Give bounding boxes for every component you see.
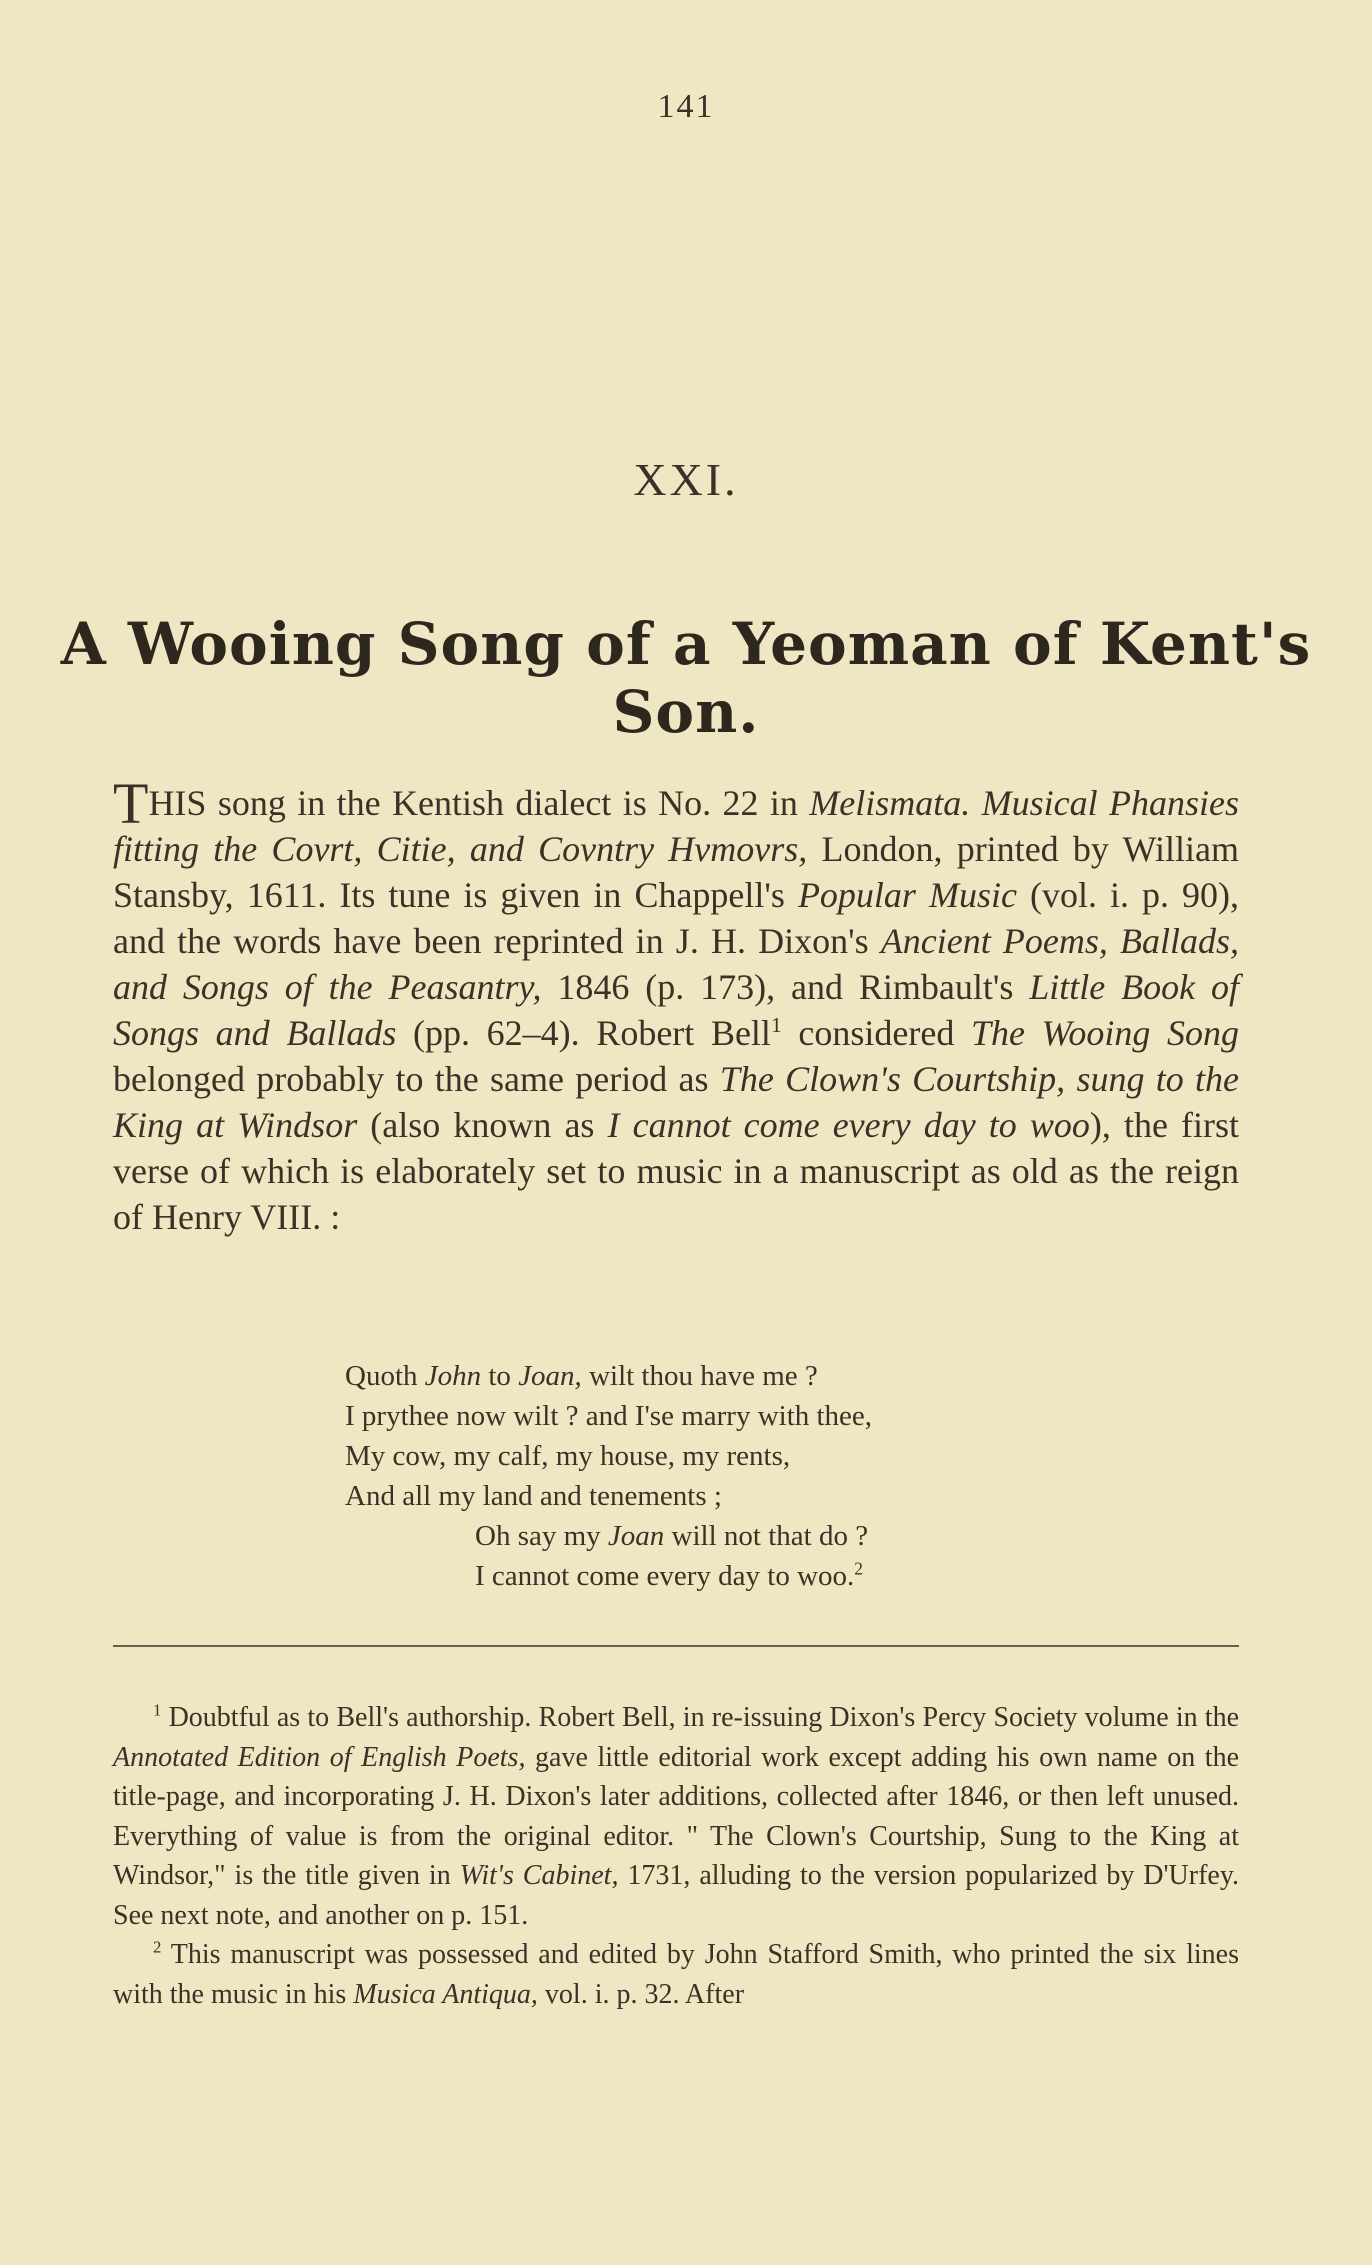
intro-text: HIS song in the Kentish dialect is No. 22 in: [148, 783, 810, 823]
intro-text: (also known as: [357, 1105, 608, 1145]
verse-name: Joan,: [518, 1360, 582, 1392]
verse-name: Joan: [607, 1520, 665, 1552]
intro-text: considered: [781, 1013, 972, 1053]
song-title: I cannot come every day to woo: [607, 1105, 1090, 1145]
footnote-text: Doubtful as to Bell's authorship. Robert Bell, in re-issuing Dixon's Percy Society volume in the: [161, 1702, 1239, 1733]
footnote-mark: 1: [153, 1700, 162, 1720]
verse-text: wilt thou have me ?: [581, 1360, 818, 1392]
verse-line: I prythee now wilt ? and I'se marry with thee,: [345, 1400, 873, 1432]
intro-text: London, printed by William Stansby, 1611. Its tune is given in Chappell's: [113, 829, 1239, 915]
footnote-mark: 2: [153, 1937, 162, 1957]
verse-text: to: [481, 1360, 519, 1392]
verse-text: will not that do ?: [664, 1520, 869, 1552]
verse-text: I cannot come every day to woo.: [475, 1560, 855, 1592]
footnote-2: [113, 1935, 1239, 2014]
verse-line: [345, 1516, 1045, 1556]
intro-text: (pp. 62–4). Robert Bell: [396, 1013, 771, 1053]
song-title: The Wooing Song: [971, 1013, 1240, 1053]
book-title: Wit's Cabinet,: [459, 1860, 619, 1891]
footnote-divider: [113, 1645, 1239, 1647]
footnote-text: 1731, alluding to the version popularized by D'Urfey. See next note, and another on p. 151.: [113, 1860, 1240, 1931]
book-title: Melismata. Musical Phansies fitting the Covrt, Citie, and Covntry Hvmovrs,: [113, 783, 1239, 869]
verse-text: Quoth: [345, 1360, 425, 1392]
book-title: Ancient Poems, Ballads, and Songs of the Peasantry,: [113, 921, 1240, 1007]
book-title: Little Book of Songs and Ballads: [113, 967, 1240, 1053]
book-title: Popular Music: [797, 875, 1017, 915]
verse-block: [345, 1356, 1045, 1596]
footnote-1: [113, 1698, 1239, 1935]
verse-line: [345, 1356, 1045, 1396]
verse-text: Oh say my: [475, 1520, 608, 1552]
intro-text: 1846 (p. 173), and Rimbault's: [541, 967, 1030, 1007]
footnote-ref: 1: [770, 1013, 782, 1037]
verse-line: And all my land and tenements ;: [345, 1480, 722, 1512]
footnote-ref: 2: [854, 1558, 863, 1579]
footnote-text: gave little editorial work except adding his own name on the title-page, and incorporating J. H. Dixon's later additions, collected after 1846, or then left unused. Everything of value is from the original editor. " The Clown's Courtship, Sung to the King at Windsor," is the title given in: [113, 1741, 1240, 1891]
verse-name: John: [424, 1360, 482, 1392]
book-title: Musica Antiqua,: [353, 1978, 538, 2010]
intro-text: (vol. i. p. 90), and the words have been reprinted in J. H. Dixon's: [113, 875, 1239, 961]
chapter-number: XXI.: [633, 454, 739, 505]
verse-line: [345, 1556, 1045, 1596]
footnote-text: vol. i. p. 32. After: [537, 1978, 745, 2010]
intro-text: belonged probably to the same period as: [113, 1059, 720, 1099]
page-number: 141: [657, 88, 715, 125]
footnotes: [113, 1698, 1239, 2014]
chapter-title: A Wooing Song of a Yeoman of Kent's Son.: [60, 610, 1312, 746]
intro-paragraph: [113, 771, 1240, 1240]
song-title: The Clown's Courtship, sung to the King at Windsor: [113, 1059, 1240, 1145]
intro-text: ), the first verse of which is elaborately set to music in a manuscript as old as the reign of Henry VIII. :: [113, 1105, 1240, 1237]
drop-cap: T: [113, 771, 149, 836]
book-title: Annotated Edition of English Poets,: [113, 1741, 526, 1773]
footnote-text: This manuscript was possessed and edited by John Stafford Smith, who printed the six lines with the music in his: [113, 1939, 1239, 2010]
verse-line: My cow, my calf, my house, my rents,: [345, 1440, 791, 1472]
